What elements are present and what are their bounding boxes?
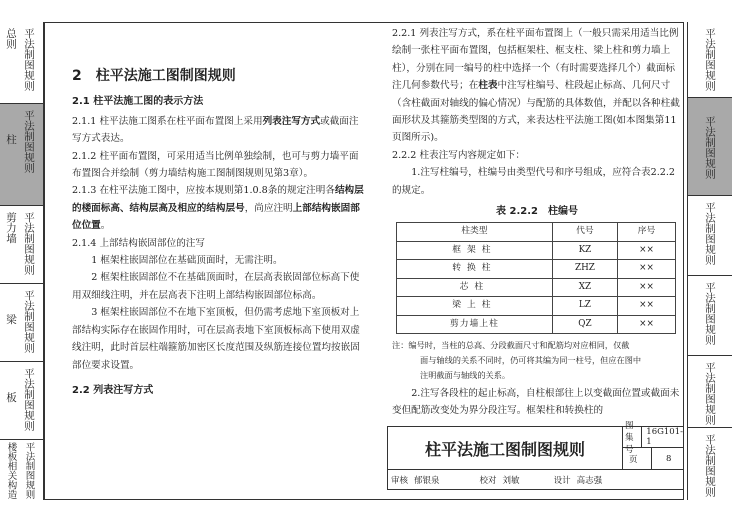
table-cell: 梁上柱 [397,297,553,315]
title-block [387,421,684,492]
right-text-column [392,25,682,420]
designer-name: 高志强 [576,475,603,486]
table-cell: KZ [552,241,617,259]
table-cell: 剪力墙上柱 [397,315,553,333]
tab-main-label: 平法制图规则 [23,28,35,91]
tab-main-label: 平法制图规则 [23,290,35,353]
paragraph-2-2-2-item-2: 2.注写各段柱的起止标高，自柱根部往上以变截面位置或截面未变但配筋改变处为界分段注写。框架柱和转换柱的 [392,387,680,417]
right-tab[interactable] [688,98,732,196]
tab-main-label: 平法制图规则 [23,442,35,499]
table-row [397,278,676,296]
checker-name: 刘敏 [502,475,520,486]
atlas-label: 图集号 [623,427,642,447]
table-header-cell: 柱类型 [397,223,553,241]
note-line: 面与轴线的关系不同时，仍可将其编为同一柱号，但应在图中 [420,354,642,365]
table-header-cell: 代号 [552,223,617,241]
right-tab[interactable] [688,428,732,500]
table-cell: 芯柱 [397,278,553,296]
right-tab-label: 平法制图规则 [704,202,716,265]
design-label: 设计 [553,475,571,486]
review-label: 审核 [391,475,409,486]
tab-sub-label: 总则 [5,28,17,49]
note-line: 注：编号时，当柱的总高、分段截面尺寸和配筋均对应相同，仅截 [392,339,630,350]
paragraph-2-1-4-item-3: 3 框架柱嵌固部位不在地下室顶板，但仍需考虑地下室顶板对上部结构实际存在嵌固作用时，可在层高表地下室顶板标高下使用双虚线注明，此时首层柱端箍筋加密区长度范围及纵筋连接位置均按嵌固部位要求设置。 [72,307,360,371]
drawing-title: 柱平法施工图制图规则 [387,426,623,470]
table-cell: ZHZ [552,260,617,278]
table-title: 表 2.2.2 柱编号 [496,206,578,218]
table-cell: ×× [617,260,675,278]
page-label: 页 [623,448,652,469]
checker-signature [523,475,551,485]
tab-sub-label: 梁 [5,314,17,325]
check-label: 校对 [479,475,497,486]
tab-main-label: 平法制图规则 [23,110,35,173]
paragraph-2-1-3: 2.1.3 在柱平法施工图中，应按本规则第1.0.8条的规定注明各结构层的楼面标高、结构层高及相应的结构层号，尚应注明上部结构嵌固部位位置。 [72,185,364,232]
section-heading: 2.2 列表注写方式 [72,384,154,396]
right-tab-label: 平法制图规则 [704,362,716,425]
right-tab[interactable] [688,276,732,356]
table-row [397,241,676,259]
right-tab-label: 平法制图规则 [704,434,716,497]
right-tab-label: 平法制图规则 [704,116,716,179]
paragraph-2-1-4: 2.1.4 上部结构嵌固部位的注写 [72,237,205,249]
right-tab-label: 平法制图规则 [704,282,716,345]
reviewer-name: 郁银泉 [414,475,440,486]
atlas-number: 16G101-1 [646,427,683,447]
tab-shear-wall[interactable] [0,206,43,284]
right-index-bar [687,22,732,500]
table-cell: 转换柱 [397,260,553,278]
table-cell: ×× [617,241,675,259]
designer-signature [605,475,635,485]
paragraph-2-1-2: 2.1.2 柱平面布置图，可采用适当比例单独绘制，也可与剪力墙平面布置图合并绘制（剪力墙结构施工图制图规则见第3章）。 [72,150,359,180]
note-line: 注明截面与轴线的关系。 [420,369,511,380]
table-cell: ×× [617,297,675,315]
tab-slab-details[interactable] [0,440,43,500]
tab-main-label: 平法制图规则 [23,212,35,275]
paragraph-2-2-2: 2.2.2 柱表注写内容规定如下： [392,149,525,161]
left-index-bar [0,22,44,500]
table-cell: LZ [552,297,617,315]
table-cell: ×× [617,315,675,333]
paragraph-2-1-4-item-2: 2 框架柱嵌固部位不在基础顶面时，在层高表嵌固部位标高下使用双细线注明，并在层高表下注明上部结构嵌固部位标高。 [72,272,360,301]
table-row [397,260,676,278]
page-number-cell [623,448,684,470]
table-header-cell: 序号 [617,223,675,241]
tab-column[interactable] [0,104,43,206]
tab-beam[interactable] [0,284,43,362]
table-cell: QZ [552,315,617,333]
paragraph-2-1-4-item-1: 1 框架柱嵌固部位在基础顶面时，无需注明。 [91,255,283,267]
paragraph-2-1-1: 2.1.1 柱平法施工图系在柱平面布置图上采用列表注写方式或截面注写方式表达。 [72,115,359,145]
table-cell: 框架柱 [397,241,553,259]
table-cell: XZ [552,278,617,296]
left-text-column [72,40,367,401]
tab-sub-label: 剪力墙 [5,212,17,244]
right-tab-label: 平法制图规则 [704,28,716,91]
table-row [397,315,676,333]
tab-general[interactable] [0,22,43,104]
table-row [397,297,676,315]
reviewer-signature [443,475,477,485]
column-code-table [396,222,676,333]
right-tab[interactable] [688,196,732,276]
section-heading: 2.1 柱平法施工图的表示方法 [72,96,204,108]
right-tab[interactable] [688,356,732,428]
table-header-row [397,223,676,241]
atlas-number-cell [623,421,684,455]
tab-sub-label: 柱 [5,134,17,145]
tab-sub-label: 楼板相关构造 [5,442,17,499]
paragraph-2-2-1: 2.2.1 列表注写方式，系在柱平面布置图上（一般只需采用适当比例绘制一张柱平面布置图，包括框架柱、框支柱、梁上柱和剪力墙上柱），分别在同一编号的柱中选择一个（有时需要选择几个）截面标注几何参数代号；在柱表中注写柱编号、柱段起止标高、几何尺寸（含柱截面对轴线的偏心情况）与配筋的具体数值，并配以各种柱截面形状及其箍筋类型图的方式，来表达柱平法施工图(如本图集第11页图所示)。 [392,28,680,144]
signature-row [387,470,684,490]
tab-main-label: 平法制图规则 [23,368,35,431]
page-number: 8 [666,453,672,464]
tab-sub-label: 板 [5,392,17,403]
right-tab[interactable] [688,22,732,98]
tab-slab[interactable] [0,362,43,440]
paragraph-2-2-2-item-1: 1.注写柱编号，柱编号由类型代号和序号组成，应符合表2.2.2的规定。 [392,167,676,196]
chapter-heading: 2 柱平法施工图制图规则 [72,68,236,84]
table-cell: ×× [617,278,675,296]
table-note [392,338,682,383]
